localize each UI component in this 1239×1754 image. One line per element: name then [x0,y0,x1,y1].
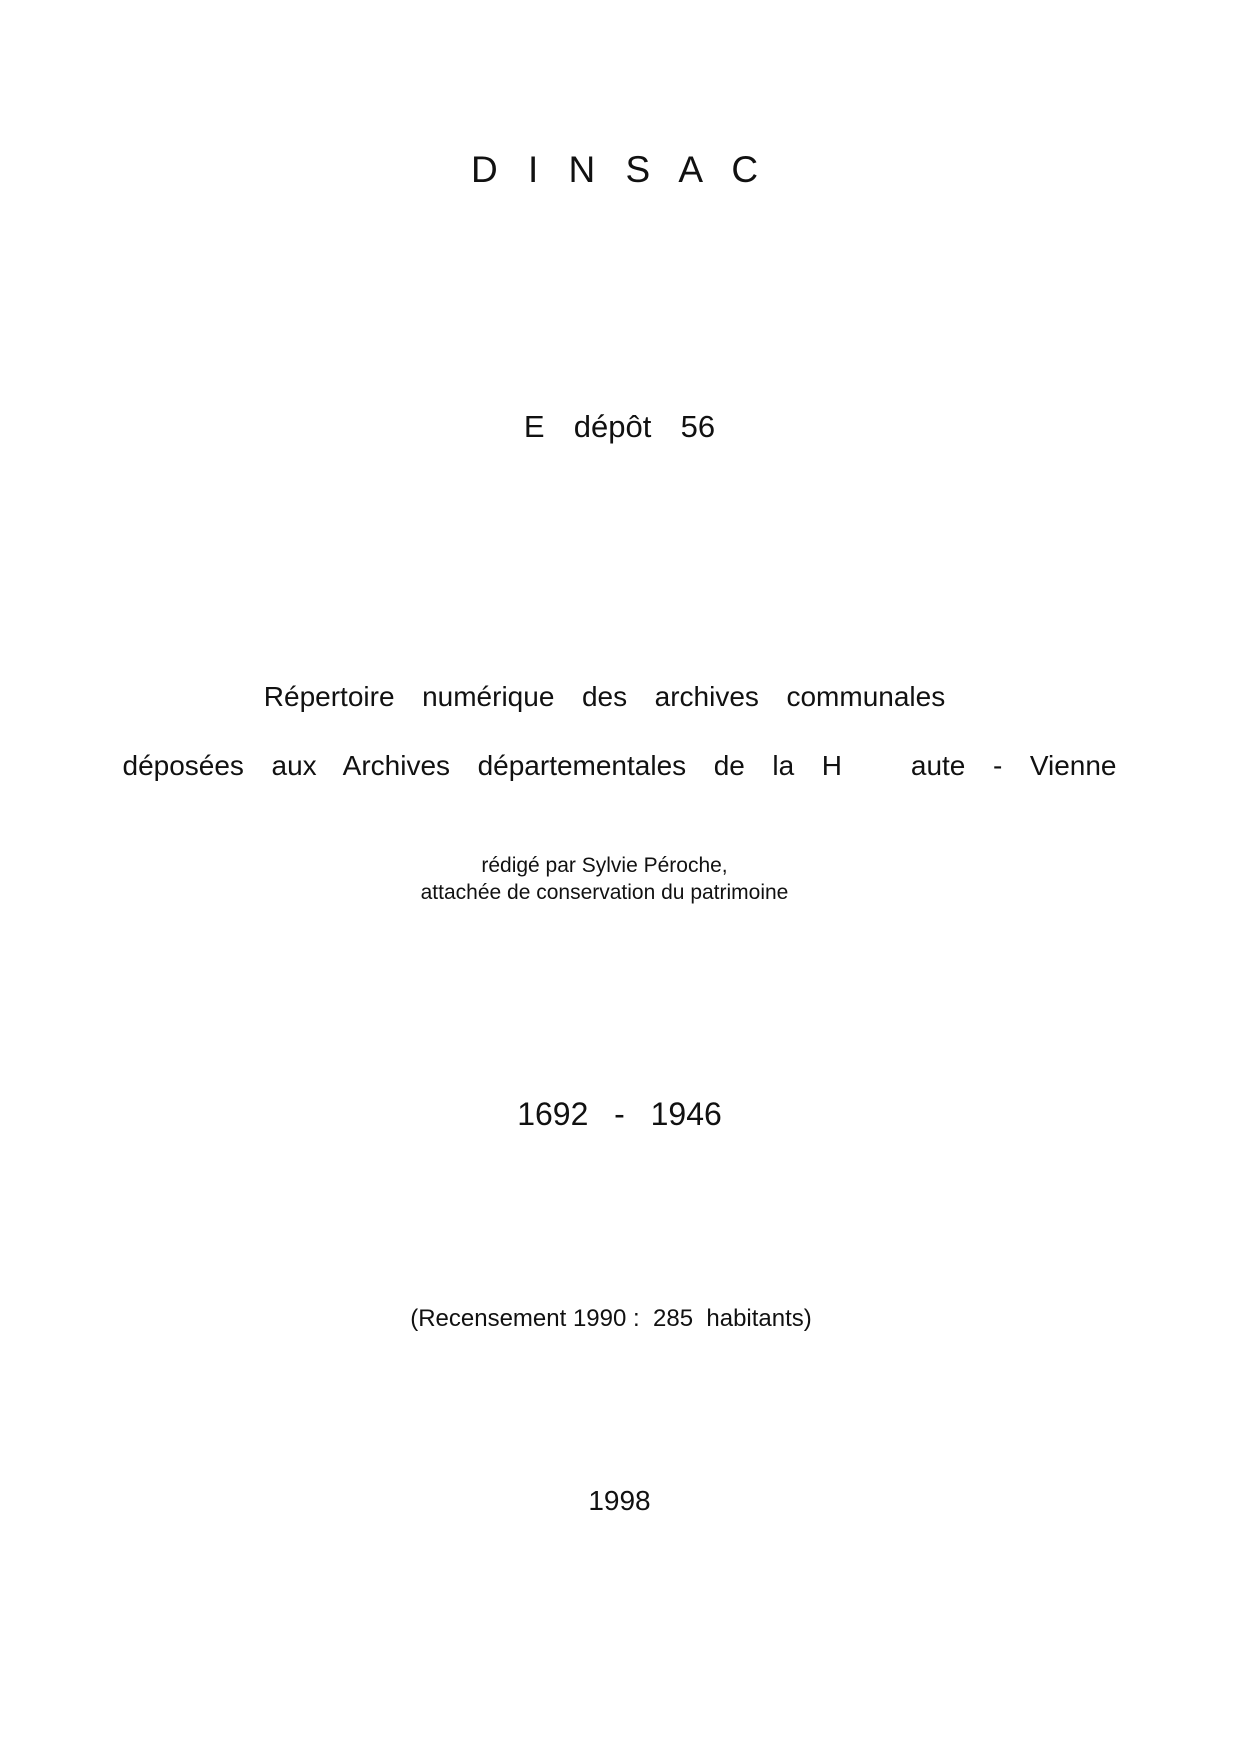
census-note: (Recensement 1990 : 285 habitants) [410,1305,812,1332]
author-line-1: rédigé par Sylvie Péroche, [481,854,728,877]
commune-title: D I N S A C [470,149,769,190]
publication-year: 1998 [588,1485,651,1516]
date-range: 1692 - 1946 [517,1096,722,1132]
deposit-reference: E dépôt 56 [523,409,716,444]
repertoire-line-1: Répertoire numérique des archives communales [263,681,946,712]
author-line-2: attachée de conservation du patrimoine [420,881,789,904]
repertoire-line-2: déposées aux Archives départementales de la H aute - Vienne [122,750,1117,781]
